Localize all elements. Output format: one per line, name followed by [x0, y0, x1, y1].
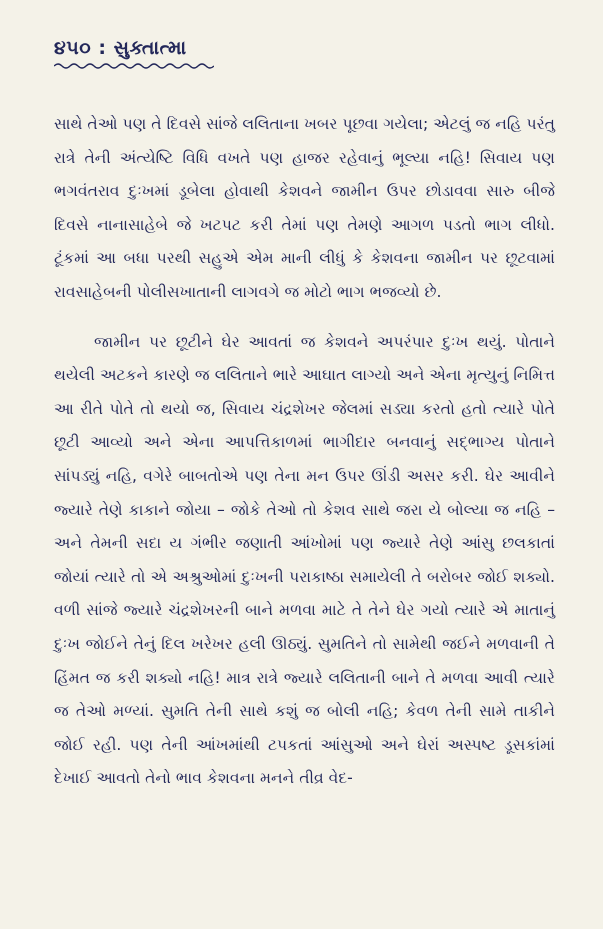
running-head-title: સુક્તાત્મા	[113, 37, 187, 59]
body-paragraph: જામીન પર છૂટીને ઘેર આવતાં જ કેશવને અપરંપાર દુઃખ થયું. પોતાને થયેલી અટકને કારણે જ લલિતાને ભારે આઘાત લાગ્યો અને એના મૃત્યુનું નિમિત્ત આ રીતે પોતે તો થયો જ, સિવાય ચંદ્રશેખર જેલમાં સડ્યા કરતો હતો ત્યારે પોતે છૂટી આવ્યો અને એના આપત્તિકાળમાં ભાગીદાર બનવાનું સદ્ભાગ્ય પોતાને સાંપડ્યું નહિ, વગેરે બાબતોએ પણ તેના મન ઉપર ઊંડી અસર કરી. ઘેર આવીને જ્યારે તેણે કાકાને જોયા – જોકે તેઓ તો કેશવ સાથે જરા યે બોલ્યા જ નહિ – અને તેમની સદા ય ગંભીર જણાતી આંખોમાં પણ જ્યારે તેણે આંસુ છલકાતાં જોયાં ત્યારે તો એ અશ્રુઓમાં દુઃખની પરાકાષ્ઠા સમાયેલી તે બરોબર જોઈ શક્યો. વળી સાંજે જ્યારે ચંદ્રશેખરની બાને મળવા માટે તે તેને ઘેર ગયો ત્યારે એ માતાનું દુઃખ જોઈને તેનું દિલ ખરેખર હલી ઊઠ્યું. સુમતિને તો સામેથી જઈને મળવાની તે હિંમત જ કરી શક્યો નહિ! માત્ર રાત્રે જ્યારે લલિતાની બાને તે મળવા આવી ત્યારે જ તેઓ મળ્યાં. સુમતિ તેની સાથે કશું જ બોલી નહિ; કેવળ તેની સામે તાકીને જોઈ રહી. પણ તેની આંખમાંથી ટપકતાં આંસુઓ અને ઘેરાં અસ્પષ્ટ ડૂસકાંમાં દેખાઈ આવતો તેનો ભાવ કેશવના મનને તીવ્ર વેદ-	[54, 332, 555, 788]
running-head	[54, 36, 555, 60]
wavy-rule-ornament	[54, 62, 214, 70]
body-paragraph: સાથે તેઓ પણ તે દિવસે સાંજે લલિતાના ખબર પૂછવા ગયેલા; એટલું જ નહિ પરંતુ રાત્રે તેની અંત્યેષ્ટિ વિધિ વખતે પણ હાજર રહેવાનું ભૂલ્યા નહિ! સિવાય પણ ભગવંતરાવ દુઃખમાં ડૂબેલા હોવાથી કેશવને જામીન ઉપર છોડાવવા સારુ બીજે દિવસે નાનાસાહેબે જે ખટપટ કરી તેમાં પણ તેમણે આગળ પડતો ભાગ લીધો. ટૂંકમાં આ બધા પરથી સહુએ એમ માની લીધું કે કેશવના જામીન પર છૂટવામાં રાવસાહેબની પોલીસખાતાની લાગવગે જ મોટો ભાગ ભજવ્યો છે.	[54, 115, 555, 301]
running-head-separator: :	[98, 37, 107, 59]
page-number: ૪૫૦	[54, 37, 92, 59]
